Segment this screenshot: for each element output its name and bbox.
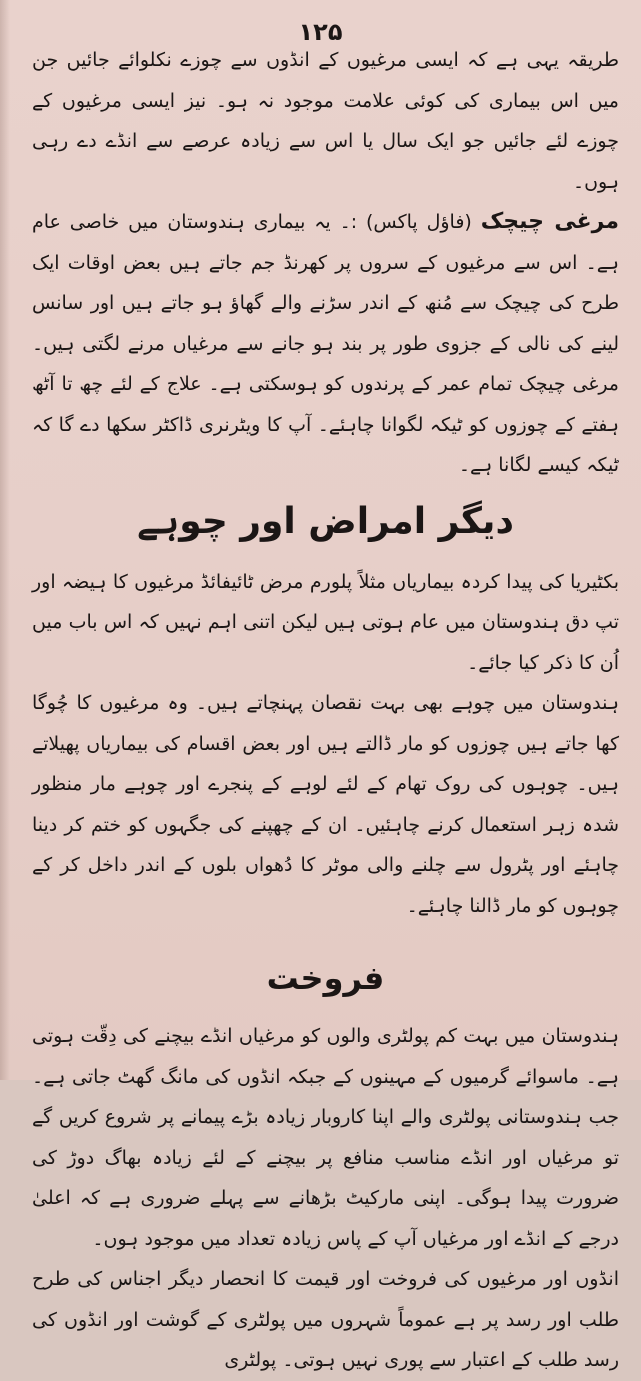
paragraph-rats: ہندوستان میں چوہے بھی بہت نقصان پہنچاتے ہیں۔ وہ مرغیوں کا چُوگا کھا جاتے ہیں چوزوں کو مار ڈالتے ہیں اور بعض اقسام کی بیماریاں پھیلاتے ہیں۔ چوہوں کی روک تھام کے لئے لوہے کے پنجرے اور چوہے مار منظور شدہ زہر استعمال کرنے چاہئیں۔ ان کے چھپنے کی جگہوں کو ختم کر دینا چاہئے اور پٹرول سے چلنے والی موٹر کا دُھواں بلوں کے اندر داخل کر کے چوہوں کو مار ڈالنا چاہئے۔ [32, 692, 619, 917]
paragraph-fowl-pox-body: (فاؤل پاکس) :۔ یہ بیماری ہندوستان میں خاصی عام ہے۔ اس سے مرغیوں کے سروں پر کھرنڈ جم جاتے ہیں بعض اوقات ایک طرح کی چیچک سے مُنھ کے اندر سڑنے والے گھاؤ ہو جاتے ہیں اور سانس لینے کی نالی کے جزوی طور پر بند ہو جانے سے مرغیاں مرنے لگتی ہیں۔ مرغی چیچک تمام عمر کے پرندوں کو ہوسکتی ہے۔ علاج کے لئے چھ تا آٹھ ہفتے کے چوزوں کو ٹیکہ لگوانا چاہئے۔ آپ کا ویٹرنری ڈاکٹر سکھا دے گا کہ ٹیکہ کیسے لگانا ہے۔ [32, 211, 619, 476]
paragraph-fowl-pox [32, 202, 619, 486]
paragraph-sales: ہندوستان میں بہت کم پولٹری والوں کو مرغیاں انڈے بیچنے کی دِقّت ہوتی ہے۔ ماسوائے گرمیوں کے مہینوں کے جبکہ انڈوں کی مانگ گھٹ جاتی ہے۔ جب ہندوستانی پولٹری والے اپنا کاروبار زیادہ بڑے پیمانے پر شروع کریں گے تو مرغیاں اور انڈے مناسب منافع پر بیچنے کے لئے زیادہ بھاگ دوڑ کی ضرورت پیدا ہوگی۔ اپنی مارکیٹ بڑھانے سے پہلے ضروری ہے کہ اعلیٰ درجے کے انڈے اور مرغیاں آپ کے پاس زیادہ تعداد میں موجود ہوں۔ [32, 1025, 619, 1250]
page-number: ۱۲۵ [298, 18, 343, 46]
paragraph-supply-demand: انڈوں اور مرغیوں کی فروخت اور قیمت کا انحصار دیگر اجناس کی طرح طلب اور رسد پر ہے عموماً شہروں میں پولٹری کے گوشت اور انڈوں کی رسد طلب کے اعتبار سے پوری نہیں ہوتی۔ پولٹری [32, 1268, 619, 1371]
heading-other-diseases-rats: دیگر امراض اور چوہے [137, 500, 514, 542]
paragraph-bacterial-diseases: بکٹیریا کی پیدا کردہ بیماریاں مثلاً پلورم مرض ٹائیفائڈ مرغیوں کا ہیضہ اور تپ دق ہندوستان میں عام ہوتی ہیں لیکن اتنی اہم نہیں کہ اس باب میں اُن کا ذکر کیا جائے۔ [32, 570, 619, 674]
section-lead-fowl-pox: مرغی چیچک [480, 209, 619, 234]
paragraph-breeding: طریقہ یہی ہے کہ ایسی مرغیوں کے انڈوں سے چوزے نکلوائے جائیں جن میں اس بیماری کی کوئی علامت موجود نہ ہو۔ نیز ایسی مرغیوں کے چوزے لئے جائیں جو ایک سال یا اس سے زیادہ عرصے سے انڈے دے رہی ہوں۔ [32, 49, 619, 193]
heading-sales: فروخت [266, 959, 385, 997]
